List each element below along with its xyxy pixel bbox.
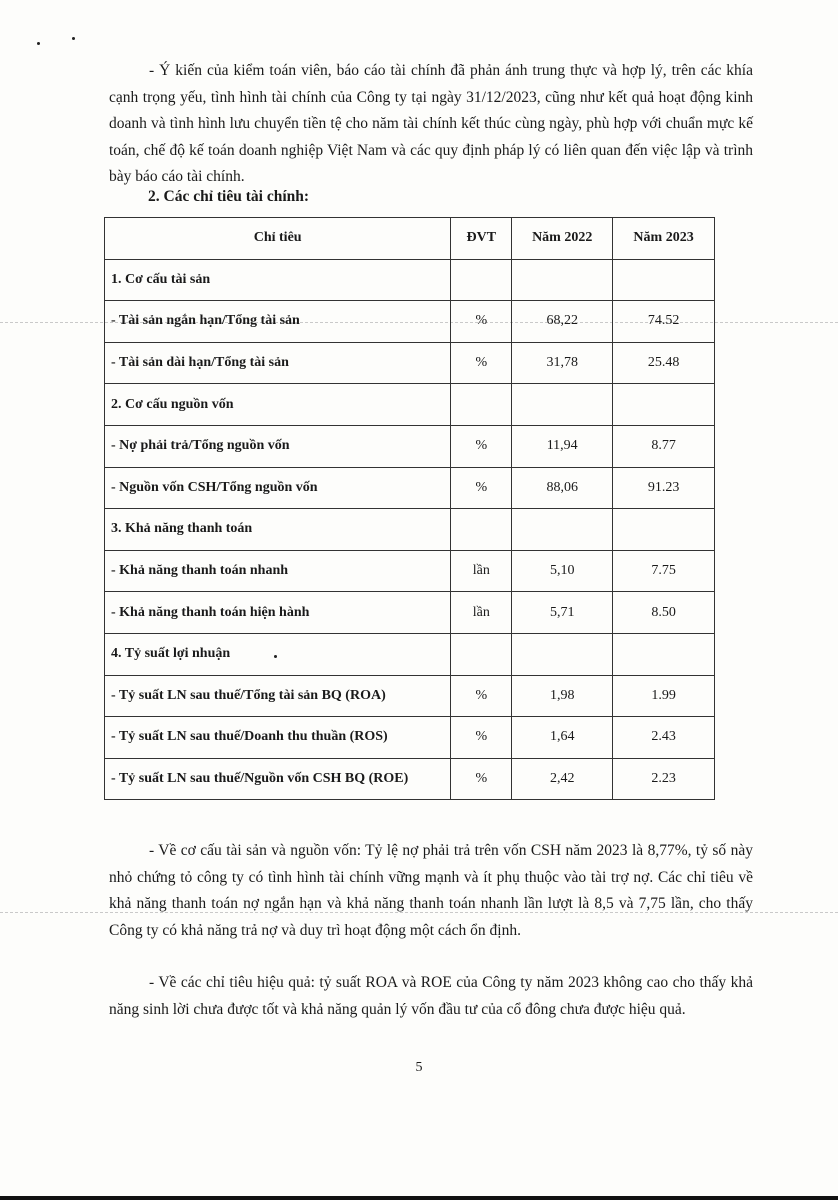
header-year-2022: Năm 2022 (512, 218, 613, 260)
row-label: - Nợ phải trả/Tổng nguồn vốn (105, 425, 451, 467)
row-label: 2. Cơ cấu nguồn vốn (105, 384, 451, 426)
table-header-row (105, 218, 715, 260)
row-label: - Tài sản ngắn hạn/Tổng tài sản (105, 301, 451, 343)
table-row (105, 342, 715, 384)
row-value-2022: 2,42 (512, 758, 613, 800)
row-label: 3. Khả năng thanh toán (105, 509, 451, 551)
row-unit: % (451, 675, 512, 717)
row-label: - Tài sản dài hạn/Tổng tài sản (105, 342, 451, 384)
scan-bottom-edge (0, 1196, 838, 1200)
row-value-2022 (512, 633, 613, 675)
financial-indicators-table (104, 217, 715, 800)
row-value-2023: 74.52 (613, 301, 715, 343)
row-unit (451, 633, 512, 675)
table-row (105, 758, 715, 800)
row-value-2023: 1.99 (613, 675, 715, 717)
table-row (105, 675, 715, 717)
audit-opinion-paragraph: - Ý kiến của kiểm toán viên, báo cáo tài chính đã phản ánh trung thực và hợp lý, trên các khía cạnh trọng yếu, tình hình tài chính của Công ty tại ngày 31/12/2023, cũng như kết quả hoạt động kinh doanh và tình hình lưu chuyển tiền tệ cho năm tài chính kết thúc cùng ngày, phù hợp với chuẩn mực kế toán, chế độ kế toán doanh nghiệp Việt Nam và các quy định pháp lý có liên quan đến việc lập và trình bày báo cáo tài chính. (109, 62, 753, 185)
row-value-2023 (613, 633, 715, 675)
header-year-2023: Năm 2023 (613, 218, 715, 260)
row-value-2022: 5,10 (512, 550, 613, 592)
row-unit: % (451, 758, 512, 800)
row-value-2023: 7.75 (613, 550, 715, 592)
row-value-2023: 8.77 (613, 425, 715, 467)
row-value-2023 (613, 259, 715, 301)
row-unit: lần (451, 592, 512, 634)
table-row (105, 717, 715, 759)
row-value-2023: 25.48 (613, 342, 715, 384)
table-row (105, 425, 715, 467)
row-value-2022 (512, 259, 613, 301)
row-label: 1. Cơ cấu tài sản (105, 259, 451, 301)
table-row (105, 301, 715, 343)
row-unit: % (451, 301, 512, 343)
page-number: 5 (415, 1060, 423, 1075)
table-row (105, 550, 715, 592)
row-unit: lần (451, 550, 512, 592)
row-value-2022: 88,06 (512, 467, 613, 509)
efficiency-paragraph: - Về các chỉ tiêu hiệu quả: tỷ suất ROA và ROE của Công ty năm 2023 không cao cho thấy khả năng sinh lời chưa được tốt và khả năng quản lý vốn đầu tư của cổ đông chưa được hiệu quả. (109, 974, 753, 1018)
scan-speck (72, 37, 75, 40)
row-label: - Khả năng thanh toán nhanh (105, 550, 451, 592)
table-row (105, 592, 715, 634)
row-value-2022 (512, 509, 613, 551)
row-value-2022: 1,98 (512, 675, 613, 717)
row-value-2023: 2.23 (613, 758, 715, 800)
header-unit: ĐVT (451, 218, 512, 260)
row-unit: % (451, 342, 512, 384)
row-unit (451, 509, 512, 551)
row-label: - Khả năng thanh toán hiện hành (105, 592, 451, 634)
table-row (105, 259, 715, 301)
row-value-2022 (512, 384, 613, 426)
row-value-2022: 1,64 (512, 717, 613, 759)
row-label: 4. Tỷ suất lợi nhuận (105, 633, 451, 675)
row-unit: % (451, 425, 512, 467)
row-label: - Nguồn vốn CSH/Tổng nguồn vốn (105, 467, 451, 509)
row-value-2022: 68,22 (512, 301, 613, 343)
row-unit (451, 384, 512, 426)
row-value-2023 (613, 384, 715, 426)
row-value-2022: 11,94 (512, 425, 613, 467)
scan-speck (37, 42, 40, 45)
row-unit (451, 259, 512, 301)
row-value-2022: 5,71 (512, 592, 613, 634)
row-value-2023: 91.23 (613, 467, 715, 509)
table-row (105, 384, 715, 426)
row-value-2023 (613, 509, 715, 551)
row-unit: % (451, 467, 512, 509)
row-value-2023: 2.43 (613, 717, 715, 759)
table-row (105, 633, 715, 675)
row-label: - Tỷ suất LN sau thuế/Nguồn vốn CSH BQ (ROE) (105, 758, 451, 800)
capital-structure-paragraph: - Về cơ cấu tài sản và nguồn vốn: Tỷ lệ nợ phải trả trên vốn CSH năm 2023 là 8,77%, tỷ số này nhỏ chứng tỏ công ty có tình hình tài chính vững mạnh và ít phụ thuộc vào tài trợ nợ. Các chỉ tiêu về khả năng thanh toán nợ ngắn hạn và khả năng thanh toán nhanh lần lượt là 8,5 và 7,75 lần, cho thấy Công ty có khả năng trả nợ và duy trì hoạt động một cách ổn định. (109, 842, 753, 939)
row-label: - Tỷ suất LN sau thuế/Tổng tài sản BQ (ROA) (105, 675, 451, 717)
table-row (105, 509, 715, 551)
header-indicator: Chỉ tiêu (105, 218, 451, 260)
section-heading: 2. Các chỉ tiêu tài chính: (148, 188, 310, 205)
row-value-2022: 31,78 (512, 342, 613, 384)
row-value-2023: 8.50 (613, 592, 715, 634)
table-row (105, 467, 715, 509)
row-unit: % (451, 717, 512, 759)
row-label: - Tỷ suất LN sau thuế/Doanh thu thuần (ROS) (105, 717, 451, 759)
